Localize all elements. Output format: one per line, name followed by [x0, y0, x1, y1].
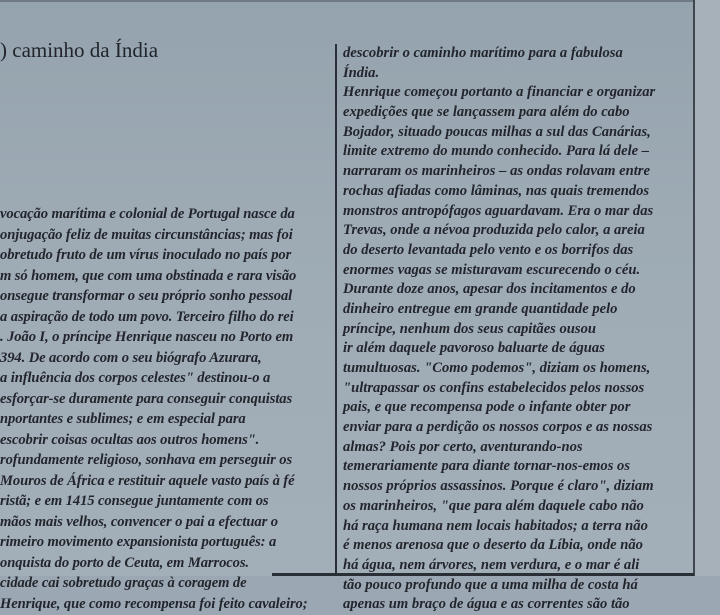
text-line: Índia. [343, 64, 380, 81]
text-line: Durante doze anos, apesar dos incitamentos e do [343, 281, 636, 298]
text-line: apenas um braço de água e as correntes são tão [343, 596, 630, 613]
text-line: expedições que se lançassem para além do cabo [343, 104, 630, 121]
text-line: Bojador, situado poucas milhas a sul das Canárias, [343, 123, 651, 140]
text-line: "ultrapassar os confins estabelecidos pelos nossos [343, 379, 645, 396]
text-line: rimeiro movimento expansionista português: a [0, 534, 277, 550]
text-line: limite extremo do mundo conhecido. Para lá dele – [343, 143, 650, 160]
text-line: vocação marítima e colonial de Portugal nasce da [0, 206, 295, 222]
column-divider [335, 44, 337, 576]
text-line: tão pouco profundo que a uma milha de costa há [343, 576, 638, 593]
page-edge [693, 0, 695, 576]
text-line: a influência dos corpos celestes" destinou-o a [0, 370, 271, 386]
left-column [0, 204, 308, 614]
text-line: ristã; e em 1415 consegue juntamente com os [0, 493, 269, 509]
text-line: enviar para a perdição os nossos corpos e as nossas [343, 419, 653, 436]
text-line: onsegue transformar o seu próprio sonho pessoal [0, 288, 293, 304]
adjacent-page [695, 0, 720, 576]
text-line: ir além daquele pavoroso baluarte de águas [343, 340, 605, 357]
text-line: 394. De acordo com o seu biógrafo Azurara, [0, 349, 262, 366]
text-line: temerariamente para diante tornar-nos-emos os [343, 458, 631, 475]
text-line: m só homem, que com uma obstinada e rara visão [0, 267, 297, 284]
text-line: Mouros de África e restituir aquele vasto país à fé [0, 472, 295, 489]
text-line: enormes vagas se misturavam escurecendo o céu. [343, 261, 641, 278]
text-line: há água, nem árvores, nem verdura, e o mar é ali [343, 556, 640, 573]
text-line: a aspiração de todo um povo. Terceiro filho do rei [0, 308, 294, 325]
text-line: . João I, o príncipe Henrique nasceu no Porto em [0, 329, 294, 345]
text-line: do deserto levantada pelo vento e os borrifos das [343, 241, 634, 258]
text-line: descobrir o caminho marítimo para a fabulosa [343, 45, 623, 61]
text-line: príncipe, nenhum dos seus capitães ousou [343, 320, 597, 337]
text-line: nossos próprios assassinos. Porque é claro", diziam [343, 478, 654, 495]
text-line: onquista do porto de Ceuta, em Marrocos. [0, 554, 249, 571]
text-line: esforçar-se duramente para conseguir conquistas [0, 390, 293, 407]
text-line: há raça humana nem locais habitados; a terra não [343, 517, 648, 534]
text-line: obretudo fruto de um vírus inoculado no país por [0, 247, 292, 263]
text-line: Henrique, que como recompensa foi feito cavaleiro; [0, 595, 308, 612]
text-line: pais, e que recompensa pode o infante obter por [343, 399, 631, 416]
text-line: nportantes e sublimes; e em especial para [0, 411, 246, 427]
text-line: rofundamente religioso, sonhava em perseguir os [0, 452, 293, 468]
text-line: narraram os marinheiros – as ondas rolavam entre [343, 163, 650, 180]
text-line: é menos arenosa que o deserto da Líbia, onde não [343, 537, 643, 554]
text-line: monstros antropófagos aguardavam. Era o mar das [343, 202, 654, 219]
chapter-title: ) caminho da Índia [0, 38, 159, 62]
top-edge [0, 0, 720, 2]
right-column [343, 44, 655, 615]
text-line: dinheiro entregue em grande quantidade pelo [343, 300, 618, 317]
text-line: Henrique começou portanto a financiar e organizar [343, 84, 656, 101]
text-line: escobrir coisas ocultas aos outros homens". [0, 431, 260, 448]
text-line: onjugação feliz de muitas circunstâncias; mas foi [0, 226, 293, 243]
text-line: rochas afiadas como lâminas, nas quais tremendos [343, 182, 650, 199]
text-line: almas? Pois por certo, aventurando-nos [343, 438, 583, 455]
text-line: Trevas, onde a névoa produzida pelo calor, a areia [343, 222, 645, 239]
text-line: os marinheiros, "que para além daquele cabo não [343, 497, 644, 514]
text-line: mãos mais velhos, convencer o pai a efectuar o [0, 513, 278, 530]
text-line: cidade cai sobretudo graças à coragem de [0, 575, 247, 591]
text-line: tumultuosas. "Como podemos", diziam os homens, [343, 360, 651, 376]
